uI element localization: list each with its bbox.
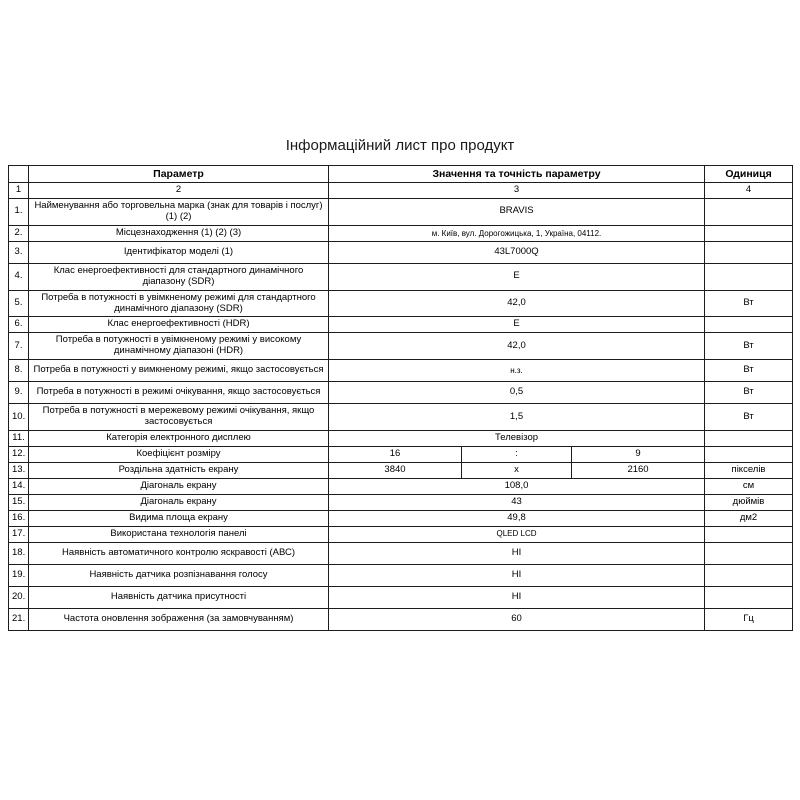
row-value-c: 2160 [572,462,705,478]
row-value: 60 [329,608,705,630]
row-value: E [329,317,705,333]
row-unit [705,225,793,241]
row-value: м. Київ, вул. Дорогожицька, 1, Україна, 04112. [329,225,705,241]
row-parameter: Потреба в потужності в режимі очікування, якщо застосовується [29,382,329,404]
row-unit: Вт [705,333,793,360]
table-row [9,333,793,360]
row-value: 42,0 [329,290,705,317]
row-parameter: Діагональ екрану [29,478,329,494]
row-unit: дм2 [705,510,793,526]
row-number: 9. [9,382,29,404]
row-parameter: Наявність датчика розпізнавання голосу [29,564,329,586]
row-parameter: Використана технологія панелі [29,526,329,542]
row-parameter: Потреба в потужності в увімкненому режимі у високому динамічному діапазоні (HDR) [29,333,329,360]
row-number: 14. [9,478,29,494]
row-unit: Гц [705,608,793,630]
table-header-row [9,166,793,183]
colnum-num: 1 [9,183,29,199]
row-unit: дюймів [705,494,793,510]
row-number: 10. [9,404,29,431]
row-number: 12. [9,446,29,462]
row-unit [705,526,793,542]
row-parameter: Коефіцієнт розміру [29,446,329,462]
table-row [9,241,793,263]
row-unit [705,564,793,586]
row-value: НІ [329,586,705,608]
row-value: BRAVIS [329,198,705,225]
row-number: 4. [9,263,29,290]
row-value-a: 3840 [329,462,462,478]
row-number: 6. [9,317,29,333]
row-value-c: 9 [572,446,705,462]
row-parameter: Наявність датчика присутності [29,586,329,608]
row-number: 5. [9,290,29,317]
row-parameter: Видима площа екрану [29,510,329,526]
table-row [9,462,793,478]
header-num [9,166,29,183]
row-unit [705,446,793,462]
row-unit: Вт [705,382,793,404]
row-parameter: Частота оновлення зображення (за замовчуванням) [29,608,329,630]
header-unit: Одиниця [705,166,793,183]
row-number: 8. [9,360,29,382]
row-unit [705,317,793,333]
row-unit: Вт [705,360,793,382]
table-row [9,510,793,526]
row-number: 19. [9,564,29,586]
row-number: 7. [9,333,29,360]
row-value: н.з. [329,360,705,382]
row-value: 43L7000Q [329,241,705,263]
colnum-value: 3 [329,183,705,199]
row-number: 2. [9,225,29,241]
row-value: QLED LCD [329,526,705,542]
row-value: E [329,263,705,290]
row-parameter: Потреба в потужності в мережевому режимі очікування, якщо застосовується [29,404,329,431]
table-row [9,225,793,241]
row-parameter: Найменування або торговельна марка (знак для товарів і послуг)(1) (2) [29,198,329,225]
row-parameter: Потреба в потужності у вимкненому режимі, якщо застосовується [29,360,329,382]
row-value: 108,0 [329,478,705,494]
row-parameter: Клас енергоефективності для стандартного динамічного діапазону (SDR) [29,263,329,290]
row-value-separator: х [462,462,572,478]
table-row [9,431,793,447]
row-number: 18. [9,542,29,564]
table-row [9,542,793,564]
row-value: НІ [329,542,705,564]
row-value: Телевізор [329,431,705,447]
row-unit [705,263,793,290]
row-unit: см [705,478,793,494]
row-number: 13. [9,462,29,478]
row-value: НІ [329,564,705,586]
row-number: 17. [9,526,29,542]
table-row [9,382,793,404]
row-value: 43 [329,494,705,510]
row-parameter: Наявність автоматичного контролю яскравості (АВС) [29,542,329,564]
colnum-parameter: 2 [29,183,329,199]
row-parameter: Потреба в потужності в увімкненому режимі для стандартного динамічного діапазону (SDR) [29,290,329,317]
table-row [9,586,793,608]
row-value: 42,0 [329,333,705,360]
row-parameter: Роздільна здатність екрану [29,462,329,478]
colnum-unit: 4 [705,183,793,199]
table-column-number-row [9,183,793,199]
row-value-separator: : [462,446,572,462]
row-value: 0,5 [329,382,705,404]
header-parameter: Параметр [29,166,329,183]
table-row [9,446,793,462]
row-unit: пікселів [705,462,793,478]
row-number: 15. [9,494,29,510]
table-row [9,608,793,630]
row-parameter: Клас енергоефективності (HDR) [29,317,329,333]
row-value: 49,8 [329,510,705,526]
row-number: 3. [9,241,29,263]
page-title: Інформаційний лист про продукт [285,137,515,154]
table-row [9,198,793,225]
row-parameter: Місцезнаходження (1) (2) (3) [29,225,329,241]
table-row [9,317,793,333]
table-row [9,494,793,510]
row-parameter: Діагональ екрану [29,494,329,510]
row-unit [705,431,793,447]
row-unit [705,586,793,608]
table-row [9,404,793,431]
row-number: 11. [9,431,29,447]
row-number: 1. [9,198,29,225]
row-number: 21. [9,608,29,630]
table-row [9,478,793,494]
row-number: 20. [9,586,29,608]
table-row [9,263,793,290]
table-row [9,526,793,542]
table-row [9,360,793,382]
row-unit: Вт [705,290,793,317]
table-row [9,564,793,586]
row-parameter: Ідентифікатор моделі (1) [29,241,329,263]
row-unit [705,241,793,263]
row-number: 16. [9,510,29,526]
header-value: Значення та точність параметру [329,166,705,183]
row-parameter: Категорія електронного дисплею [29,431,329,447]
row-value: 1,5 [329,404,705,431]
row-value-a: 16 [329,446,462,462]
row-unit [705,542,793,564]
table-row [9,290,793,317]
product-information-table [8,165,793,631]
row-unit: Вт [705,404,793,431]
row-unit [705,198,793,225]
